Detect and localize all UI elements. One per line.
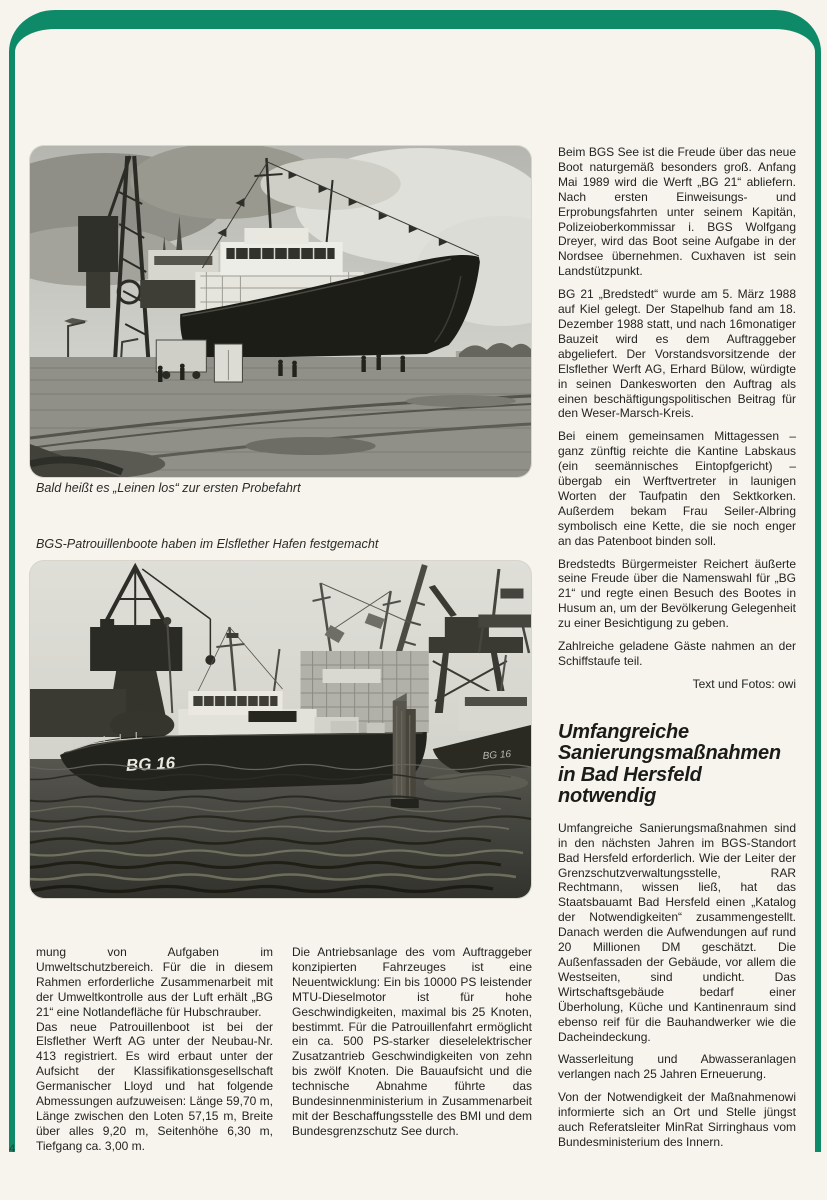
paragraph: Bredstedts Bürgermeister Reichert äußerte seine Freude über die Namenswahl für „BG 21“ und regte einen Besuch des Bootes in Husum an, um der Bevölkerung Gelegenheit zu einer Besichtigung zu geben.: [558, 556, 796, 631]
mooring-post: [391, 693, 419, 808]
byline: owi: [777, 1090, 796, 1105]
photo2-caption: BGS-Patrouillenboote haben im Elsflether Hafen festgemacht: [36, 537, 379, 551]
far-boat-hull-label: BG 16: [482, 749, 512, 762]
photo-patrouillenboote-illustration: [30, 561, 531, 898]
paragraph: Wasserleitung und Abwasseranlagen verlangen nach 25 Jahren Erneuerung.: [558, 1052, 796, 1082]
photo-probefahrt-illustration: [30, 146, 531, 477]
paragraph: Die Antriebsanlage des vom Auftraggeber konzipierten Fahrzeuges ist eine Neuentwicklung: Ein bis 10000 PS leistender MTU-Dieselmotor ist für hohe Geschwindigkeiten, maximal bis 25 Knoten, bestimmt. Für die Patrouillenfahrt ermöglicht ein ca. 500 PS-starker dieselelektrischer Zusatzantrieb Geschwindigkeiten von zehn bis zwölf Knoten. Die Bauaufsicht und die technische Abnahme führte das Bundesinnenministerium in Zusammenarbeit mit der Beschaffungsstelle des BMI und dem Bundesgrenzschutz See durch.: [292, 945, 532, 1138]
paragraph: Beim BGS See ist die Freude über das neue Boot naturgemäß besonders groß. Anfang Mai 1989 wird die Werft „BG 21“ abliefern. Nach ersten Einweisungs- und Erprobungsfahrten unter seinem Kapitän, Polizeioberkommissar i. BGS Wolfgang Dreyer, wird das Boot seine Aufgabe in der Nordsee übernehmen. Cuxhaven ist sein Landstützpunkt.: [558, 145, 796, 279]
page-number: 4: [9, 1143, 16, 1155]
paragraph-text: Von der Notwendigkeit der Maßnahmen informierte sich an Ort und Stelle jüngst auch Referatsleiter MinRat Sirringhaus vom Bundesministerium des Innern.: [558, 1090, 796, 1149]
column-right: [558, 145, 796, 1158]
article-heading-bad-hersfeld: Umfangreiche Sanierungsmaßnahmen in Bad Hersfeld notwendig: [558, 720, 781, 808]
paragraph: Das neue Patrouillenboot ist bei der Elsflether Werft AG unter der Neubau-Nr. 413 registriert. Es wird erbaut unter der Aufsicht der Klassifikationsgesellschaft Germanischer Lloyd und hat folgende Abmessungen aufzuweisen: Länge 59,70 m, Länge zwischen den Loten 57,15 m, Breite über alles 9,20 m, Seitenhöhe 6,30 m, Tiefgang ca. 3,00 m.: [36, 1019, 273, 1153]
column-left: [36, 945, 273, 1154]
quay-wall: [30, 689, 126, 737]
column-middle: [292, 945, 532, 1147]
paragraph: Bei einem gemeinsamen Mittagessen – ganz zünftig reichte die Kantine Labskaus (ein seemännisches Eintopfgericht) – übergab ein Werftvertreter in launigen Worten der Taufpatin den Sektkorken. Außerdem bekam Frau Seiler-Albring symbolisch eine Kette, die sie noch enger an das Patenboot binden soll.: [558, 429, 796, 548]
photo1-caption: Bald heißt es „Leinen los“ zur ersten Probefahrt: [36, 481, 301, 495]
photo-patrouillenboote: [30, 561, 531, 898]
paragraph: BG 21 „Bredstedt“ wurde am 5. März 1988 auf Kiel gelegt. Der Stapelhub fand am 18. Dezember 1988 statt, und nach 16monatiger Bauzeit wird es dem Auftraggeber abgeliefert. Der Vorstandsvorsitzende der Elsflether Werft AG, Erhard Bülow, würdigte in seinen Dankesworten den Auftrag als einen beschäftigungspolitischen Beitrag für den Weser-Marsch-Kreis.: [558, 287, 796, 421]
paragraph: Zahlreiche geladene Gäste nahmen an der Schiffstaufe teil.: [558, 639, 796, 668]
paragraph: [558, 1090, 796, 1150]
paragraph: Umfangreiche Sanierungsmaßnahmen sind in den nächsten Jahren im BGS-Standort Bad Hersfeld erforderlich. Wie der Leiter der Grenzschutzverwaltungsstelle, RAR Rechtmann, wissen ließ, hat das Staatsbauamt Bad Hersfeld einen „Katalog der Notwendigkeiten“ zusammengestellt. Danach werden die Aufwendungen auf rund 20 Millionen DM geschätzt. Die Außenfassaden der Gebäude, vor allem die Westseiten, sind undicht. Das Wirtschaftsgebäude bedarf einer Überholung, Küche und Kantinenraum sind ebenso reif für die Bauhandwerker wie die Dacheindeckung.: [558, 820, 796, 1044]
dock-shed: [156, 340, 242, 382]
main-boat-hull-label: BG 16: [125, 753, 176, 775]
paragraph: mung von Aufgaben im Umweltschutzbereich. Für die in diesem Rahmen erforderliche Zusammenarbeit mit der Umweltkontrolle aus der Luft erhält „BG 21“ eine Notlandefläche für Hubschrauber.: [36, 945, 273, 1019]
photo-probefahrt-ship: [30, 146, 531, 477]
photo-credit: Text und Fotos: owi: [692, 676, 796, 691]
